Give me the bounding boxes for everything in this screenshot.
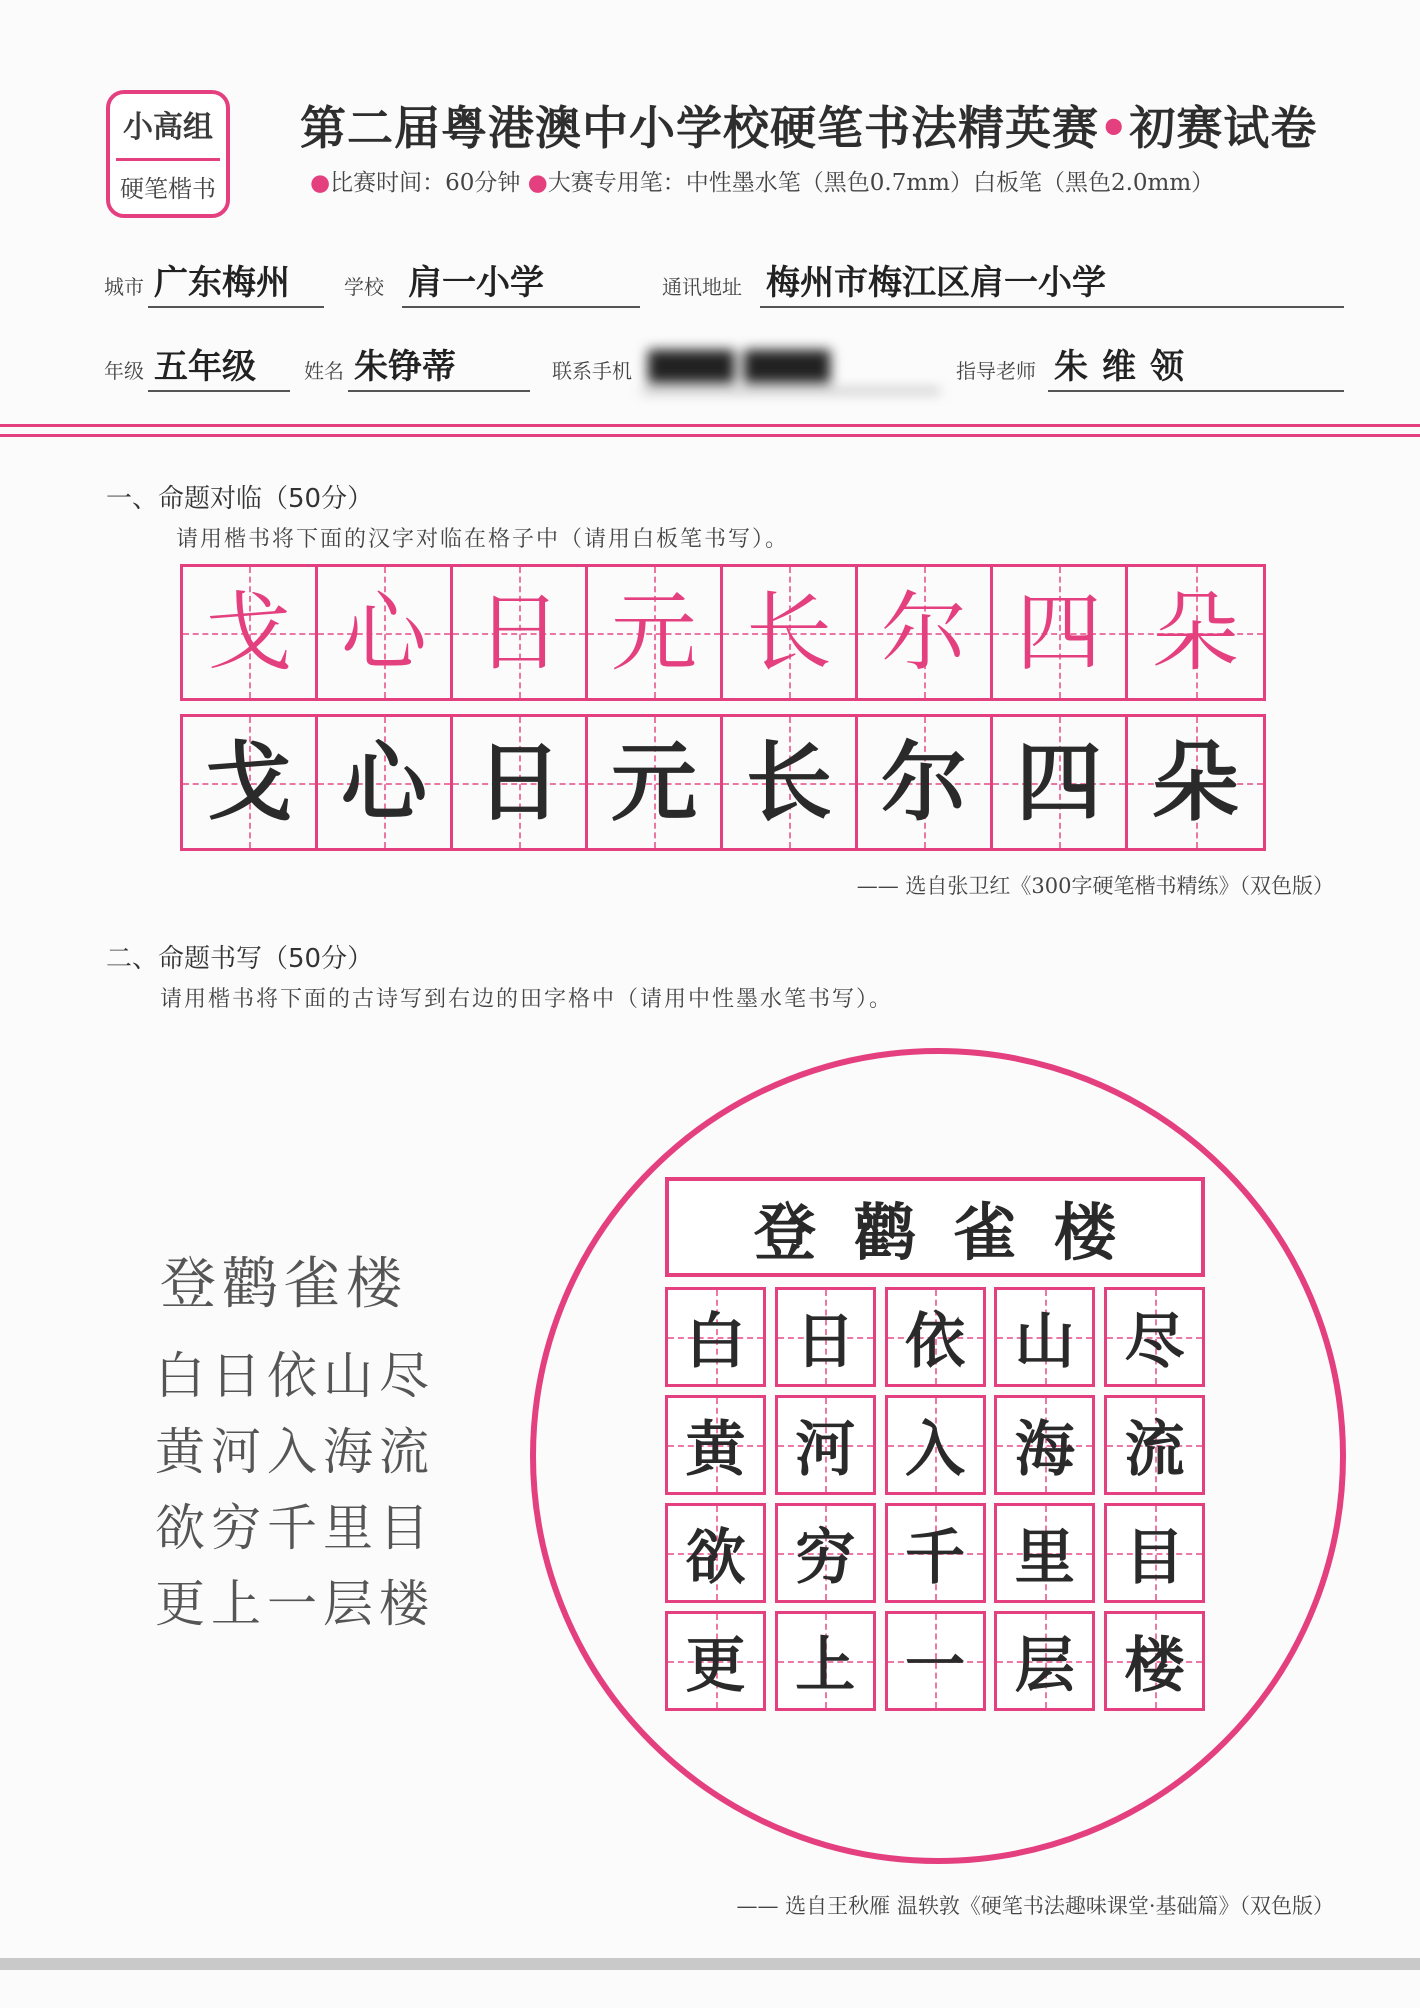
grid-row bbox=[665, 1503, 1205, 1603]
written-char: 欲 bbox=[685, 1523, 746, 1593]
model-cell bbox=[183, 567, 318, 698]
written-char: 依 bbox=[905, 1307, 965, 1377]
written-char-row bbox=[180, 714, 1266, 851]
exam-time: 比赛时间：60分钟 bbox=[330, 170, 521, 196]
teacher-value[interactable]: 朱维领 bbox=[1048, 344, 1344, 392]
page-title bbox=[300, 92, 1317, 158]
badge-divider bbox=[116, 158, 220, 161]
answer-cell[interactable] bbox=[775, 1503, 876, 1603]
model-cell bbox=[588, 567, 723, 698]
bullet-icon: ● bbox=[310, 170, 331, 196]
answer-cell[interactable] bbox=[1104, 1503, 1205, 1603]
written-char: 日 bbox=[476, 731, 562, 833]
answer-cell[interactable] bbox=[775, 1287, 876, 1387]
model-char: 戈 bbox=[206, 582, 292, 683]
model-char: 四 bbox=[1016, 582, 1102, 683]
answer-cell[interactable] bbox=[994, 1287, 1095, 1387]
name-value[interactable]: 朱铮蒂 bbox=[348, 344, 530, 392]
written-char: 日 bbox=[795, 1307, 856, 1377]
section1-instruction: 请用楷书将下面的汉字对临在格子中（请用白板笔书写）。 bbox=[176, 527, 790, 552]
answer-cell[interactable] bbox=[1104, 1287, 1205, 1387]
badge-style: 硬笔楷书 bbox=[120, 175, 216, 203]
written-char: 长 bbox=[746, 731, 832, 833]
school-label: 学校 bbox=[344, 275, 384, 299]
answer-cell[interactable] bbox=[665, 1611, 766, 1711]
exam-pens: 大赛专用笔：中性墨水笔（黑色0.7mm）白板笔（黑色2.0mm） bbox=[547, 170, 1215, 196]
grade-label: 年级 bbox=[104, 359, 144, 383]
model-char: 尔 bbox=[881, 582, 967, 683]
city-label: 城市 bbox=[104, 275, 144, 299]
written-char: 入 bbox=[905, 1415, 965, 1485]
written-char: 上 bbox=[795, 1631, 856, 1701]
address-field bbox=[662, 258, 1348, 308]
written-char: 心 bbox=[341, 731, 427, 833]
section2-credit: —— 选自王秋雁 温轶敦《硬笔书法趣味课堂·基础篇》（双色版） bbox=[736, 1894, 1334, 1918]
written-char: 穷 bbox=[795, 1523, 856, 1593]
model-cell bbox=[723, 567, 858, 698]
written-poem-title: 登鹳雀楼 bbox=[753, 1195, 1154, 1269]
written-char: 海 bbox=[1014, 1415, 1075, 1485]
teacher-field bbox=[956, 342, 1348, 392]
header-divider-bottom bbox=[0, 434, 1420, 437]
answer-cell[interactable] bbox=[994, 1503, 1095, 1603]
written-char: 山 bbox=[1014, 1307, 1075, 1377]
answer-cell[interactable] bbox=[318, 717, 453, 848]
answer-cell[interactable] bbox=[588, 717, 723, 848]
answer-cell[interactable] bbox=[665, 1287, 766, 1387]
grade-value[interactable]: 五年级 bbox=[148, 344, 290, 392]
written-char: 楼 bbox=[1124, 1631, 1185, 1701]
answer-cell[interactable] bbox=[994, 1611, 1095, 1711]
poem-line: 白日依山尽 bbox=[155, 1347, 435, 1405]
answer-cell[interactable] bbox=[885, 1503, 986, 1603]
school-value[interactable]: 肩一小学 bbox=[402, 260, 640, 308]
written-char: 层 bbox=[1014, 1631, 1075, 1701]
written-char: 千 bbox=[905, 1523, 965, 1593]
city-value[interactable]: 广东梅州 bbox=[148, 260, 324, 308]
header-divider-top bbox=[0, 424, 1420, 427]
written-char: 流 bbox=[1124, 1415, 1185, 1485]
poem-line: 更上一层楼 bbox=[155, 1575, 435, 1633]
section2-title: 二、命题书写（50分） bbox=[106, 944, 374, 974]
title-dot: • bbox=[1099, 101, 1130, 155]
written-char: 黄 bbox=[685, 1415, 746, 1485]
written-char: 尽 bbox=[1124, 1307, 1185, 1377]
written-char: 河 bbox=[795, 1415, 856, 1485]
poem-answer-grid bbox=[665, 1287, 1205, 1719]
answer-cell[interactable] bbox=[665, 1395, 766, 1495]
written-char: 目 bbox=[1124, 1523, 1185, 1593]
written-poem-title-box[interactable] bbox=[665, 1177, 1205, 1277]
model-char: 心 bbox=[341, 582, 427, 683]
poem-title: 登鹳雀楼 bbox=[160, 1252, 408, 1317]
poem-line: 黄河入海流 bbox=[155, 1423, 435, 1481]
answer-cell[interactable] bbox=[1128, 717, 1263, 848]
model-cell bbox=[1128, 567, 1263, 698]
address-label: 通讯地址 bbox=[662, 275, 742, 299]
model-cell bbox=[453, 567, 588, 698]
answer-cell[interactable] bbox=[994, 1395, 1095, 1495]
section2-instruction: 请用楷书将下面的古诗写到右边的田字格中（请用中性墨水笔书写）。 bbox=[160, 987, 894, 1012]
answer-cell[interactable] bbox=[885, 1611, 986, 1711]
answer-cell[interactable] bbox=[1104, 1611, 1205, 1711]
phone-field bbox=[552, 342, 944, 392]
name-field bbox=[304, 342, 534, 392]
answer-cell[interactable] bbox=[665, 1503, 766, 1603]
phone-value[interactable]: ████ ████ bbox=[642, 344, 940, 392]
grid-row bbox=[665, 1287, 1205, 1387]
written-char: 一 bbox=[905, 1631, 965, 1701]
answer-cell[interactable] bbox=[885, 1287, 986, 1387]
model-cell bbox=[858, 567, 993, 698]
written-char: 朵 bbox=[1152, 731, 1239, 833]
answer-cell[interactable] bbox=[993, 717, 1128, 848]
answer-cell[interactable] bbox=[723, 717, 858, 848]
address-value[interactable]: 梅州市梅江区肩一小学 bbox=[760, 260, 1344, 308]
category-badge bbox=[106, 90, 230, 218]
written-char: 里 bbox=[1014, 1523, 1075, 1593]
model-char: 元 bbox=[611, 582, 697, 683]
poem-line: 欲穷千里目 bbox=[155, 1499, 435, 1557]
written-char: 戈 bbox=[206, 731, 292, 833]
model-char: 日 bbox=[476, 582, 562, 683]
teacher-label: 指导老师 bbox=[956, 359, 1036, 383]
answer-cell[interactable] bbox=[885, 1395, 986, 1495]
grade-field bbox=[104, 342, 290, 392]
exam-rules bbox=[310, 164, 1214, 197]
school-field bbox=[344, 258, 640, 308]
answer-cell[interactable] bbox=[453, 717, 588, 848]
grid-row bbox=[665, 1395, 1205, 1495]
section1-title: 一、命题对临（50分） bbox=[106, 484, 374, 514]
answer-cell[interactable] bbox=[1104, 1395, 1205, 1495]
answer-cell[interactable] bbox=[183, 717, 318, 848]
name-label: 姓名 bbox=[304, 359, 344, 383]
phone-label: 联系手机 bbox=[552, 359, 632, 383]
answer-cell[interactable] bbox=[775, 1395, 876, 1495]
model-char: 长 bbox=[746, 582, 832, 683]
written-char: 尔 bbox=[881, 731, 967, 833]
title-suffix: 初赛试卷 bbox=[1129, 101, 1318, 155]
city-field bbox=[104, 258, 324, 308]
model-char: 朵 bbox=[1152, 582, 1239, 683]
written-char: 更 bbox=[685, 1631, 746, 1701]
written-char: 四 bbox=[1016, 731, 1102, 833]
model-cell bbox=[993, 567, 1128, 698]
model-cell bbox=[318, 567, 453, 698]
grid-row bbox=[665, 1611, 1205, 1711]
section1-credit: —— 选自张卫红《300字硬笔楷书精练》（双色版） bbox=[856, 874, 1334, 898]
badge-group: 小高组 bbox=[123, 110, 213, 145]
bullet-icon: ● bbox=[527, 170, 548, 196]
answer-cell[interactable] bbox=[858, 717, 993, 848]
answer-cell[interactable] bbox=[775, 1611, 876, 1711]
model-char-row bbox=[180, 564, 1266, 701]
footer-bar bbox=[0, 1958, 1420, 1970]
written-char: 白 bbox=[685, 1307, 746, 1377]
written-char: 元 bbox=[611, 731, 697, 833]
title-main: 第二届粤港澳中小学校硬笔书法精英赛 bbox=[300, 101, 1099, 155]
